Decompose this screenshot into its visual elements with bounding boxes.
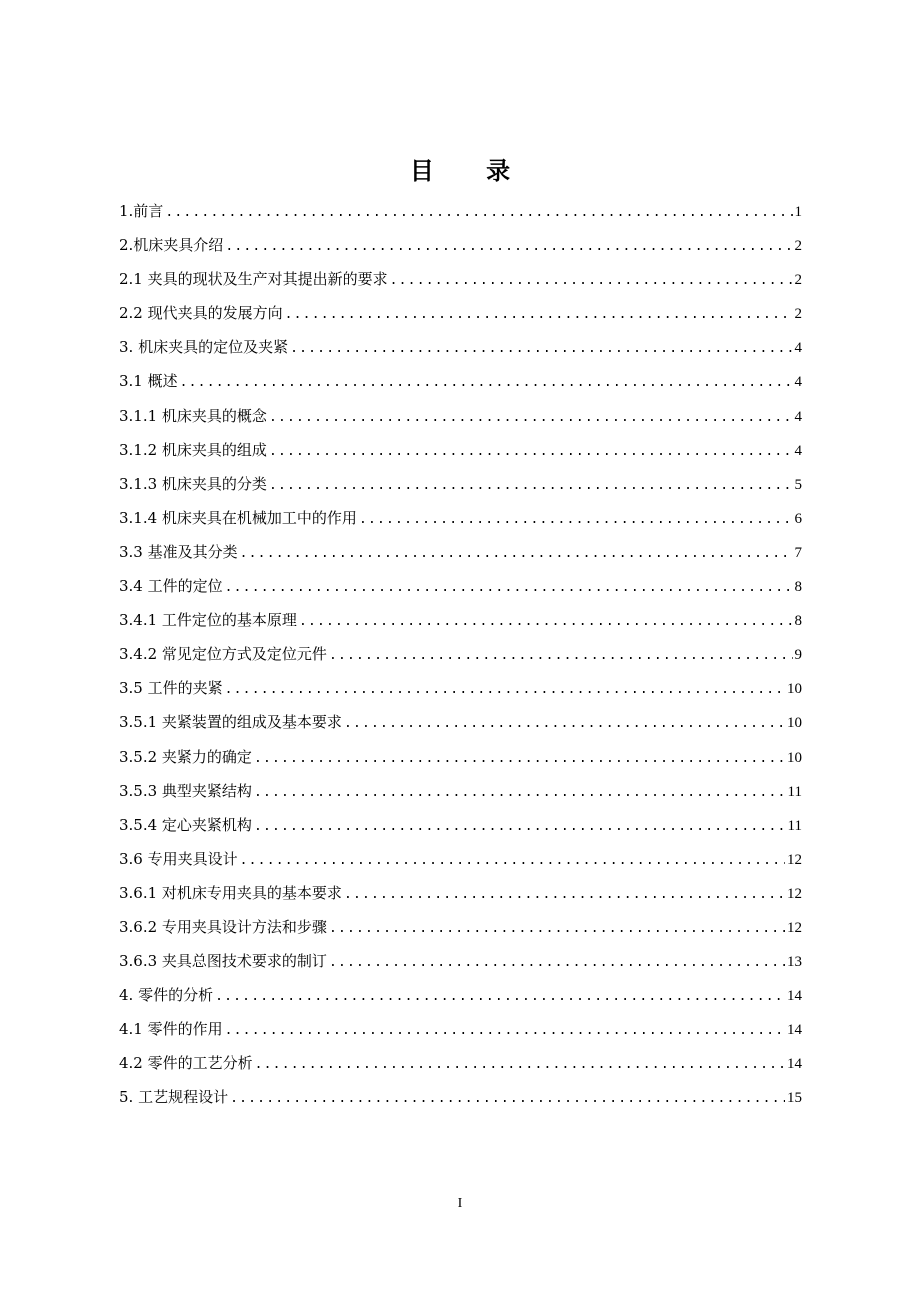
toc-entry-label: 3.5.1 夹紧装置的组成及基本要求 bbox=[119, 713, 342, 732]
toc-entry-label: 3.4 工件的定位 bbox=[119, 577, 223, 596]
toc-dot-leader bbox=[329, 946, 785, 978]
toc-entry[interactable] bbox=[119, 1080, 802, 1114]
page-number-footer: I bbox=[457, 1196, 463, 1211]
toc-entry[interactable] bbox=[119, 944, 802, 978]
toc-dot-leader bbox=[180, 366, 793, 398]
toc-dot-leader bbox=[269, 469, 793, 501]
toc-entry-page-number: 10 bbox=[787, 681, 802, 698]
toc-entry-page-number: 8 bbox=[794, 579, 802, 596]
toc-entry-page-number: 14 bbox=[787, 988, 802, 1005]
toc-dot-leader bbox=[269, 401, 793, 433]
toc-entry-label: 3.4.1 工件定位的基本原理 bbox=[119, 611, 297, 630]
toc-entry-label: 3.5.4 定心夹紧机构 bbox=[119, 815, 252, 834]
toc-entry-label: 3.1.1 机床夹具的概念 bbox=[119, 406, 267, 425]
toc-entry[interactable] bbox=[119, 1046, 802, 1080]
toc-entry[interactable] bbox=[119, 1012, 802, 1046]
page-title: 目 录 bbox=[409, 156, 533, 185]
toc-entry-label: 2.机床夹具介绍 bbox=[119, 236, 224, 255]
toc-dot-leader bbox=[329, 639, 793, 671]
toc-entry[interactable] bbox=[119, 569, 802, 603]
toc-entry[interactable] bbox=[119, 978, 802, 1012]
toc-entry-label: 3.1.3 机床夹具的分类 bbox=[119, 474, 267, 493]
toc-dot-leader bbox=[225, 673, 785, 705]
toc-entry-page-number: 15 bbox=[787, 1090, 802, 1107]
toc-dot-leader bbox=[254, 742, 785, 774]
toc-dot-leader bbox=[240, 537, 793, 569]
toc-entry-label: 2.2 现代夹具的发展方向 bbox=[119, 304, 283, 323]
toc-entry-label: 3.1.4 机床夹具在机械加工中的作用 bbox=[119, 508, 357, 527]
toc-entry[interactable] bbox=[119, 262, 802, 296]
toc-entry-label: 4.1 零件的作用 bbox=[119, 1020, 223, 1039]
toc-entry[interactable] bbox=[119, 433, 802, 467]
toc-dot-leader bbox=[225, 571, 793, 603]
toc-dot-leader bbox=[390, 264, 793, 296]
toc-entry-page-number: 4 bbox=[794, 442, 802, 459]
toc-entry-label: 2.1 夹具的现状及生产对其提出新的要求 bbox=[119, 270, 388, 289]
toc-dot-leader bbox=[165, 196, 792, 228]
toc-entry-page-number: 2 bbox=[794, 238, 802, 255]
toc-entry-page-number: 9 bbox=[794, 647, 802, 664]
toc-entry[interactable] bbox=[119, 603, 802, 637]
toc-entry-label: 5. 工艺规程设计 bbox=[119, 1088, 229, 1107]
toc-entry[interactable] bbox=[119, 399, 802, 433]
toc-entry-label: 3.6 专用夹具设计 bbox=[119, 849, 238, 868]
toc-entry-label: 4.2 零件的工艺分析 bbox=[119, 1054, 253, 1073]
toc-dot-leader bbox=[215, 980, 785, 1012]
toc-entry[interactable] bbox=[119, 808, 802, 842]
toc-entry[interactable] bbox=[119, 671, 802, 705]
toc-entry-label: 3.3 基准及其分类 bbox=[119, 542, 238, 561]
toc-entry[interactable] bbox=[119, 535, 802, 569]
toc-entry[interactable] bbox=[119, 774, 802, 808]
toc-entry-page-number: 7 bbox=[794, 544, 802, 561]
toc-entry[interactable] bbox=[119, 467, 802, 501]
toc-entry-page-number: 6 bbox=[794, 510, 802, 527]
toc-entry-label: 3.1.2 机床夹具的组成 bbox=[119, 440, 267, 459]
toc-entry[interactable] bbox=[119, 637, 802, 671]
toc-entry-label: 3.1 概述 bbox=[119, 372, 178, 391]
toc-entry-page-number: 5 bbox=[794, 476, 802, 493]
toc-entry[interactable] bbox=[119, 740, 802, 774]
toc-entry-page-number: 13 bbox=[787, 954, 802, 971]
toc-entry-label: 3.5.2 夹紧力的确定 bbox=[119, 747, 252, 766]
toc-entry-label: 3.6.1 对机床专用夹具的基本要求 bbox=[119, 883, 342, 902]
toc-entry-label: 4. 零件的分析 bbox=[119, 986, 214, 1005]
toc-entry[interactable] bbox=[119, 228, 802, 262]
toc-dot-leader bbox=[285, 298, 793, 330]
toc-entry-page-number: 4 bbox=[794, 408, 802, 425]
toc-entry-label: 3.4.2 常见定位方式及定位元件 bbox=[119, 645, 327, 664]
toc-entry[interactable] bbox=[119, 910, 802, 944]
toc-entry-label: 3.6.3 夹具总图技术要求的制订 bbox=[119, 952, 327, 971]
toc-entry[interactable] bbox=[119, 296, 802, 330]
toc-entry-page-number: 12 bbox=[787, 885, 802, 902]
toc-entry-page-number: 11 bbox=[787, 817, 802, 834]
toc-entry-page-number: 11 bbox=[787, 783, 802, 800]
toc-dot-leader bbox=[254, 776, 786, 808]
toc-entry-page-number: 14 bbox=[787, 1056, 802, 1073]
toc-dot-leader bbox=[329, 912, 785, 944]
toc-entry-label: 1.前言 bbox=[119, 202, 164, 220]
toc-entry-page-number: 12 bbox=[787, 851, 802, 868]
toc-entry-label: 3.6.2 专用夹具设计方法和步骤 bbox=[119, 917, 327, 936]
toc-entry-label: 3.5.3 典型夹紧结构 bbox=[119, 781, 252, 800]
toc-dot-leader bbox=[344, 707, 785, 739]
toc-entry-page-number: 1 bbox=[794, 204, 802, 220]
toc-dot-leader bbox=[359, 503, 793, 535]
toc-entry-page-number: 2 bbox=[794, 272, 802, 289]
toc-dot-leader bbox=[255, 1048, 785, 1080]
toc-entry-page-number: 10 bbox=[787, 715, 802, 732]
toc-dot-leader bbox=[230, 1082, 785, 1114]
toc-dot-leader bbox=[290, 332, 792, 364]
toc-dot-leader bbox=[344, 878, 785, 910]
toc-dot-leader bbox=[240, 844, 785, 876]
toc-entry-page-number: 4 bbox=[794, 340, 802, 357]
toc-entry[interactable] bbox=[119, 842, 802, 876]
toc-dot-leader bbox=[225, 230, 792, 262]
toc-dot-leader bbox=[299, 605, 793, 637]
table-of-contents bbox=[119, 194, 802, 1115]
toc-entry-page-number: 12 bbox=[787, 919, 802, 936]
toc-dot-leader bbox=[254, 810, 786, 842]
toc-entry-label: 3.5 工件的夹紧 bbox=[119, 679, 223, 698]
toc-dot-leader bbox=[269, 435, 793, 467]
toc-dot-leader bbox=[225, 1014, 785, 1046]
toc-entry[interactable] bbox=[119, 876, 802, 910]
toc-entry[interactable] bbox=[119, 364, 802, 398]
toc-entry[interactable] bbox=[119, 194, 802, 228]
toc-entry[interactable] bbox=[119, 501, 802, 535]
toc-entry-page-number: 10 bbox=[787, 749, 802, 766]
toc-entry-page-number: 4 bbox=[794, 374, 802, 391]
toc-entry[interactable] bbox=[119, 330, 802, 364]
toc-entry-page-number: 2 bbox=[794, 306, 802, 323]
toc-entry-page-number: 8 bbox=[794, 613, 802, 630]
toc-entry[interactable] bbox=[119, 705, 802, 739]
toc-entry-page-number: 14 bbox=[787, 1022, 802, 1039]
toc-entry-label: 3. 机床夹具的定位及夹紧 bbox=[119, 338, 289, 357]
